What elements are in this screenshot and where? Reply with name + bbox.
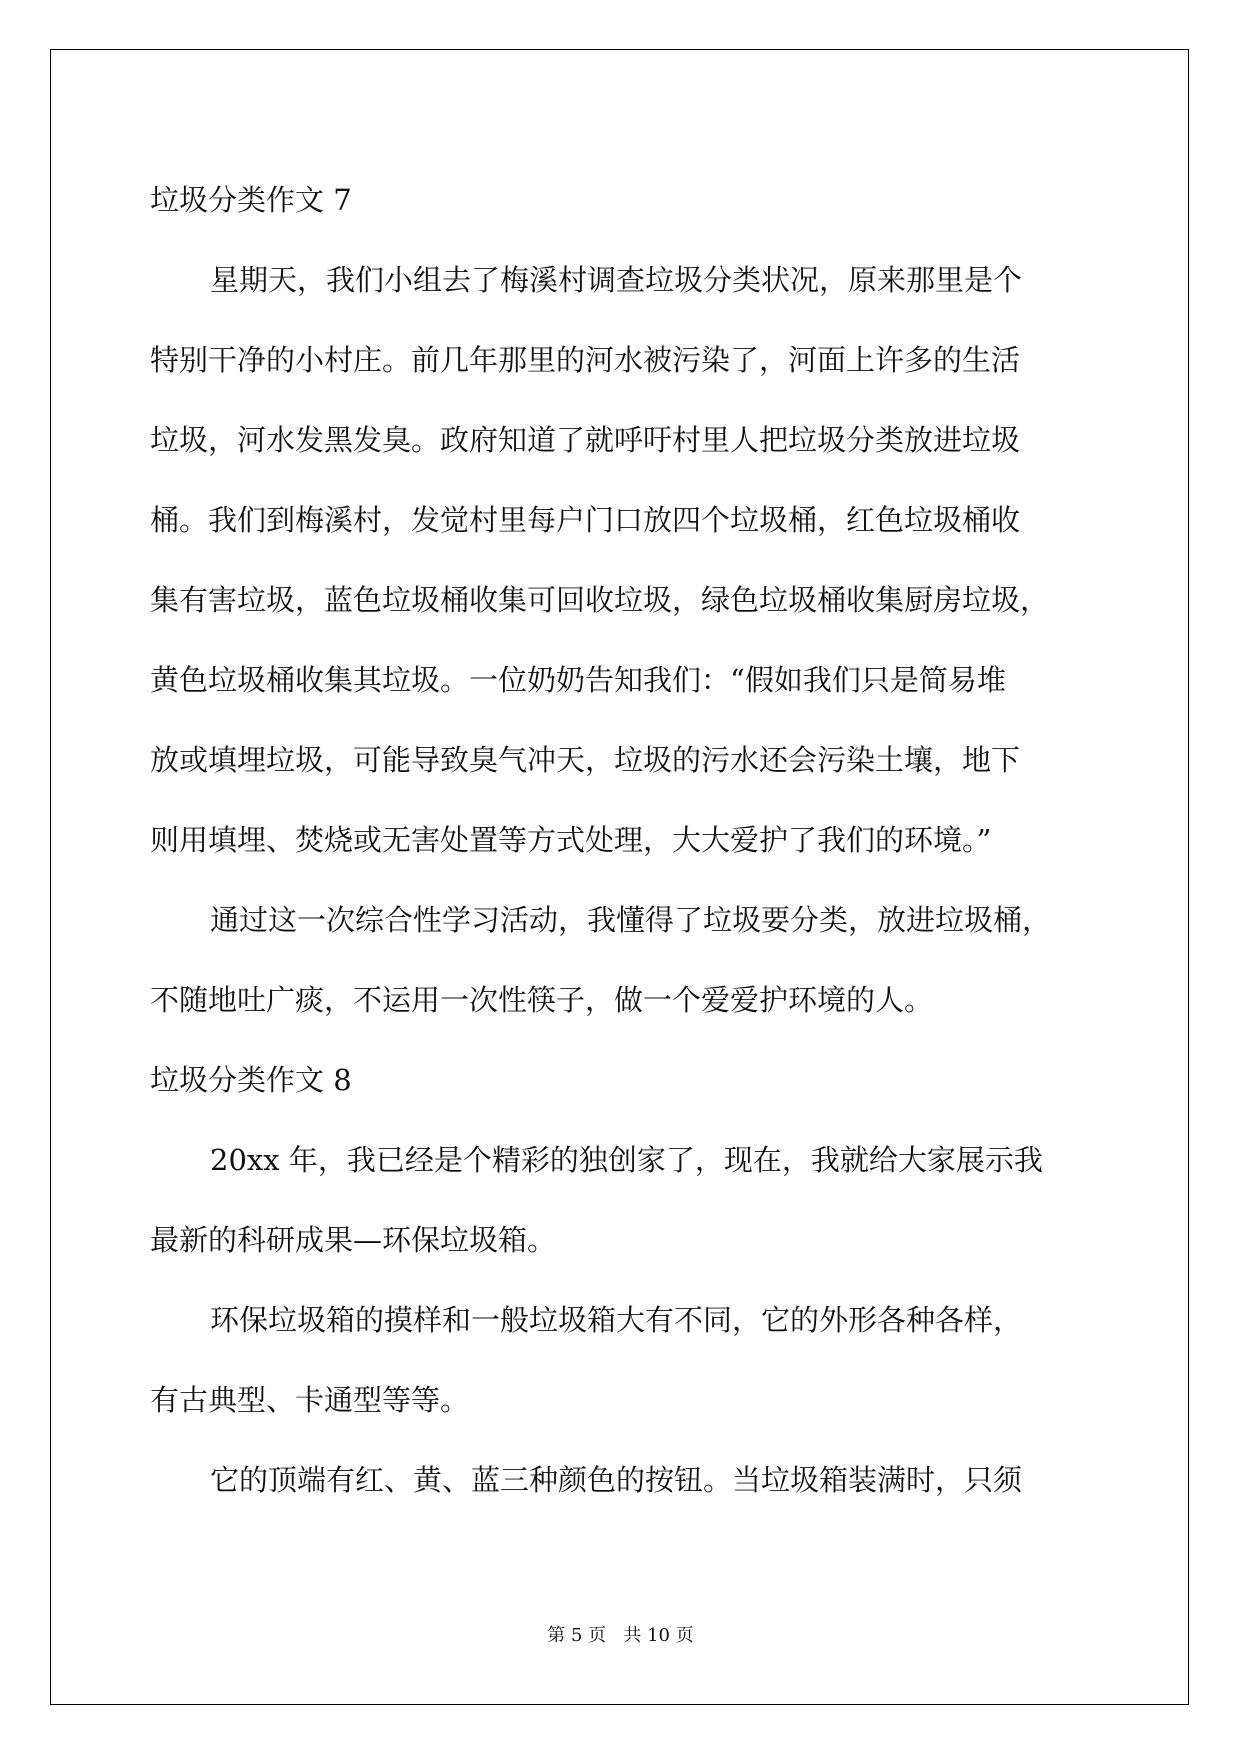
paragraph-line: 垃圾，河水发黑发臭。政府知道了就呼吁村里人把垃圾分类放进垃圾 (150, 423, 1021, 457)
paragraph-line: 有古典型、卡通型等等。 (150, 1383, 470, 1417)
page-footer (0, 1621, 1241, 1647)
paragraph-line: 不随地吐广痰，不运用一次性筷子，做一个爱爱护环境的人。 (150, 983, 934, 1017)
paragraph-line: 放或填埋垃圾，可能导致臭气冲天，垃圾的污水还会污染土壤，地下 (150, 743, 1021, 777)
paragraph-line: 最新的科研成果—环保垃圾箱。 (150, 1223, 557, 1257)
paragraph-line: 环保垃圾箱的摸样和一般垃圾箱大有不同，它的外形各种各样， (210, 1303, 1023, 1337)
footer-spacer (606, 1625, 623, 1646)
paragraph-line: 它的顶端有红、黄、蓝三种颜色的按钮。当垃圾箱装满时，只须 (210, 1463, 1023, 1497)
paragraph-line: 通过这一次综合性学习活动，我懂得了垃圾要分类，放进垃圾桶， (210, 903, 1052, 937)
section-heading: 垃圾分类作文 7 (150, 183, 352, 217)
paragraph-line: 则用填埋、焚烧或无害处置等方式处理，大大爱护了我们的环境。” (150, 823, 992, 857)
paragraph-line: 集有害垃圾，蓝色垃圾桶收集可回收垃圾，绿色垃圾桶收集厨房垃圾， (150, 583, 1050, 617)
paragraph-line: 黄色垃圾桶收集其垃圾。一位奶奶告知我们：“假如我们只是简易堆 (150, 663, 1006, 697)
paragraph-line: 星期天，我们小组去了梅溪村调查垃圾分类状况，原来那里是个 (210, 263, 1023, 297)
page-total: 共 10 页 (623, 1625, 694, 1646)
paragraph-line: 20xx 年，我已经是个精彩的独创家了，现在，我就给大家展示我 (210, 1143, 1043, 1177)
page-number: 第 5 页 (547, 1625, 607, 1646)
paragraph-line: 特别干净的小村庄。前几年那里的河水被污染了，河面上许多的生活 (150, 343, 1021, 377)
section-heading: 垃圾分类作文 8 (150, 1063, 352, 1097)
paragraph-line: 桶。我们到梅溪村，发觉村里每户门口放四个垃圾桶，红色垃圾桶收 (150, 503, 1021, 537)
document-body (150, 160, 1090, 1520)
